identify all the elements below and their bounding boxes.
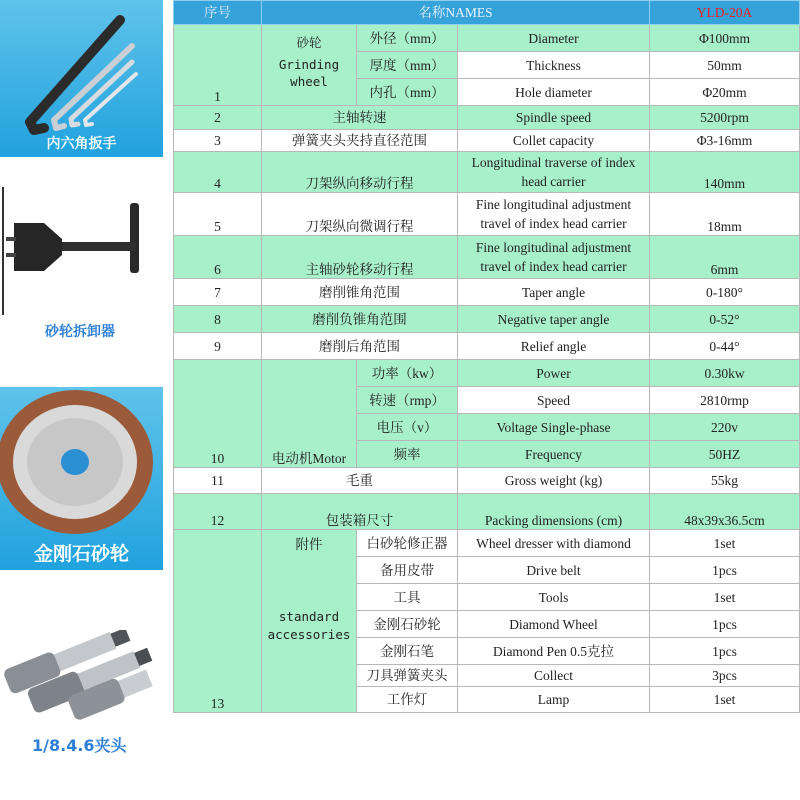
item-zh: 备用皮带	[357, 557, 458, 584]
item-en: Spindle speed	[458, 106, 650, 130]
item-value: 220v	[650, 414, 800, 441]
row-number: 13	[174, 530, 262, 713]
item-en: Voltage Single-phase	[458, 414, 650, 441]
item-value: 50mm	[650, 52, 800, 79]
item-en	[458, 236, 650, 279]
item-zh: 外径（mm）	[357, 25, 458, 52]
item-value: 2810rmp	[650, 387, 800, 414]
table-row	[174, 130, 800, 152]
group-label-en: standard	[278, 609, 340, 624]
row-number: 7	[174, 279, 262, 306]
item-value: 1set	[650, 687, 800, 713]
item-zh: 金刚石砂轮	[357, 611, 458, 638]
item-value: Φ3-16mm	[650, 130, 800, 152]
item-en: Diamond Wheel	[458, 611, 650, 638]
item-en: Collect	[458, 665, 650, 687]
table-row	[174, 494, 800, 530]
item-zh: 刀架纵向微调行程	[262, 193, 458, 236]
item-zh: 电压（v）	[357, 414, 458, 441]
table-row	[174, 106, 800, 130]
table-row	[174, 279, 800, 306]
item-en: Wheel dresser with diamond	[458, 530, 650, 557]
item-en-line: travel of index head carrier	[480, 259, 627, 274]
row-number: 12	[174, 494, 262, 530]
item-en: Collet capacity	[458, 130, 650, 152]
item-en-line: head carrier	[521, 174, 586, 189]
item-zh: 磨削负锥角范围	[262, 306, 458, 333]
row-number: 9	[174, 333, 262, 360]
item-value: 0-44°	[650, 333, 800, 360]
hex-wrench-photo	[0, 0, 163, 157]
item-zh: 磨削后角范围	[262, 333, 458, 360]
row-number: 8	[174, 306, 262, 333]
group-label: 电动机Motor	[262, 360, 357, 468]
diamond-wheel-photo	[0, 387, 163, 570]
table-row	[174, 236, 800, 279]
item-value: 1set	[650, 530, 800, 557]
table-row	[174, 306, 800, 333]
item-en: Negative taper angle	[458, 306, 650, 333]
item-value: 1set	[650, 584, 800, 611]
diamond-wheel-icon	[0, 387, 163, 537]
item-zh: 毛重	[262, 468, 458, 494]
item-zh: 刀具弹簧夹头	[357, 665, 458, 687]
item-value: 50HZ	[650, 441, 800, 468]
header-no: 序号	[174, 1, 262, 25]
item-value: 1pcs	[650, 557, 800, 584]
item-en: Drive belt	[458, 557, 650, 584]
group-label-en: wheel	[290, 74, 328, 89]
item-value: 0.30kw	[650, 360, 800, 387]
spec-table	[173, 0, 800, 713]
item-en: Taper angle	[458, 279, 650, 306]
row-number: 1	[174, 25, 262, 106]
group-label-zh: 砂轮	[296, 35, 322, 50]
item-value: 1pcs	[650, 611, 800, 638]
item-value: Φ100mm	[650, 25, 800, 52]
row-number: 3	[174, 130, 262, 152]
item-zh: 工作灯	[357, 687, 458, 713]
table-row	[174, 25, 800, 52]
item-zh: 频率	[357, 441, 458, 468]
item-value: 6mm	[650, 236, 800, 279]
row-number: 6	[174, 236, 262, 279]
table-row	[174, 530, 800, 557]
group-label	[262, 530, 357, 713]
photo-caption: 1/8.4.6夹头	[32, 736, 127, 755]
row-number: 2	[174, 106, 262, 130]
row-number: 11	[174, 468, 262, 494]
item-en: Diameter	[458, 25, 650, 52]
item-zh: 金刚石笔	[357, 638, 458, 665]
item-zh: 刀架纵向移动行程	[262, 152, 458, 193]
item-value: 0-52°	[650, 306, 800, 333]
item-zh: 内孔（mm）	[357, 79, 458, 106]
item-en-line: Fine longitudinal adjustment	[475, 197, 632, 212]
item-en-line: Fine longitudinal adjustment	[475, 240, 632, 255]
item-en: Gross weight (kg)	[458, 468, 650, 494]
item-en-line: Longitudinal traverse of index	[471, 155, 636, 170]
wheel-puller-photo	[0, 185, 160, 345]
item-zh: 功率（kw）	[357, 360, 458, 387]
item-en: Tools	[458, 584, 650, 611]
item-value: Φ20mm	[650, 79, 800, 106]
item-en	[458, 193, 650, 236]
item-en: Speed	[458, 387, 650, 414]
item-value: 48x39x36.5cm	[650, 494, 800, 530]
item-value: 18mm	[650, 193, 800, 236]
item-en: Thickness	[458, 52, 650, 79]
table-row	[174, 152, 800, 193]
item-en: Packing dimensions (cm)	[458, 494, 650, 530]
group-label-en: Grinding	[278, 57, 340, 72]
item-zh: 主轴转速	[262, 106, 458, 130]
row-number: 5	[174, 193, 262, 236]
item-zh: 转速（rmp）	[357, 387, 458, 414]
item-en	[458, 152, 650, 193]
item-en: Diamond Pen 0.5克拉	[458, 638, 650, 665]
item-zh: 工具	[357, 584, 458, 611]
wheel-puller-icon	[0, 185, 160, 315]
item-zh: 白砂轮修正器	[357, 530, 458, 557]
photo-caption: 金刚石砂轮	[33, 543, 129, 565]
item-zh: 包装箱尺寸	[262, 494, 458, 530]
header-model: YLD-20A	[650, 1, 800, 25]
collet-photo	[0, 630, 165, 760]
table-header-row	[174, 1, 800, 25]
item-en: Relief angle	[458, 333, 650, 360]
item-zh: 弹簧夹头夹持直径范围	[262, 130, 458, 152]
item-value: 0-180°	[650, 279, 800, 306]
group-label-en: accessories	[267, 627, 351, 642]
item-value: 1pcs	[650, 638, 800, 665]
item-zh: 磨削锥角范围	[262, 279, 458, 306]
item-en: Frequency	[458, 441, 650, 468]
item-en: Lamp	[458, 687, 650, 713]
item-zh: 主轴砂轮移动行程	[262, 236, 458, 279]
table-row	[174, 193, 800, 236]
header-names: 名称NAMES	[262, 1, 650, 25]
row-number: 10	[174, 360, 262, 468]
item-value: 5200rpm	[650, 106, 800, 130]
item-en: Hole diameter	[458, 79, 650, 106]
item-en-line: travel of index head carrier	[480, 216, 627, 231]
photo-caption: 内六角扳手	[46, 136, 117, 152]
item-zh: 厚度（mm）	[357, 52, 458, 79]
photo-caption: 砂轮拆卸器	[45, 324, 115, 340]
row-number: 4	[174, 152, 262, 193]
item-en: Power	[458, 360, 650, 387]
table-row	[174, 468, 800, 494]
group-label	[262, 25, 357, 106]
item-value: 55kg	[650, 468, 800, 494]
table-row	[174, 333, 800, 360]
item-value: 3pcs	[650, 665, 800, 687]
table-row	[174, 360, 800, 387]
item-value: 140mm	[650, 152, 800, 193]
group-label-zh: 附件	[295, 537, 323, 552]
collet-icon	[0, 630, 165, 725]
